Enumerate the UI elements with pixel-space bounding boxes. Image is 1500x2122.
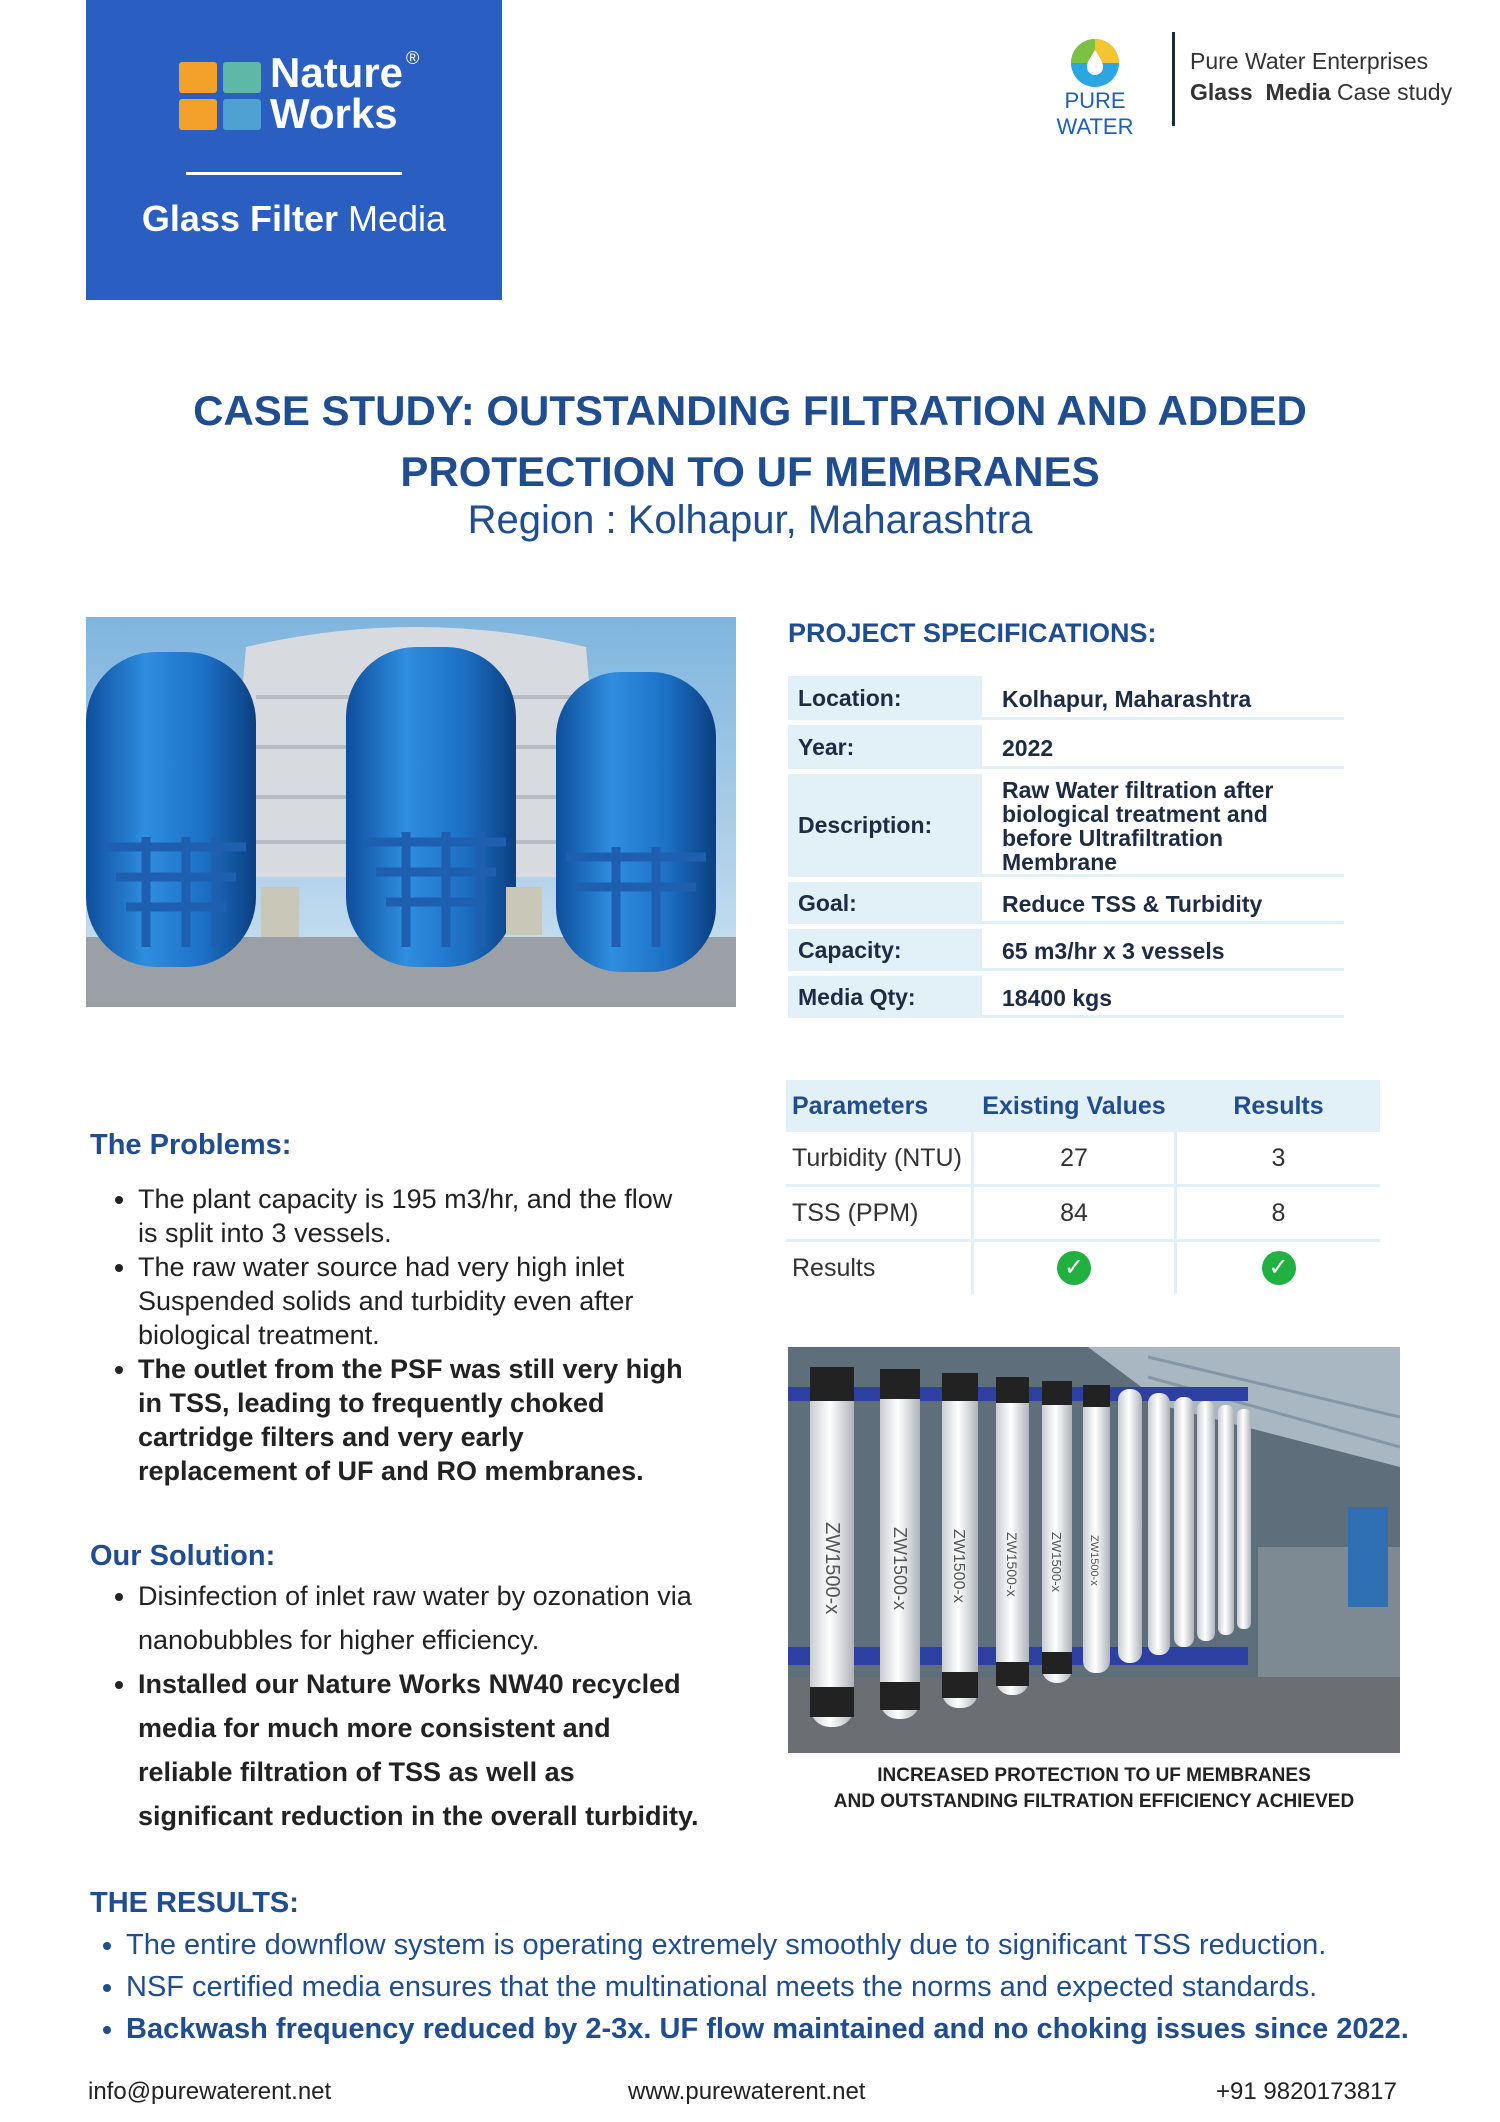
spec-value: 65 m3/hr x 3 vessels bbox=[982, 929, 1344, 971]
table-row bbox=[786, 1132, 1380, 1186]
results-list bbox=[90, 1924, 1470, 2050]
region-subtitle: Region : Kolhapur, Maharashtra bbox=[467, 498, 1033, 542]
membrane-label: ZW1500-x bbox=[1004, 1532, 1020, 1597]
nature-works-logo-icon bbox=[179, 62, 263, 134]
problems-heading: The Problems: bbox=[90, 1129, 292, 1161]
brand-subtitle: Glass Filter Media bbox=[141, 198, 447, 239]
result-value-cell: 8 bbox=[1176, 1186, 1381, 1241]
list-item: • The raw water source had very high inlet Suspended solids and turbidity even after biological treatment. bbox=[138, 1250, 690, 1352]
solution-heading: Our Solution: bbox=[90, 1540, 276, 1572]
footer-email[interactable]: info@purewaterent.net bbox=[88, 2078, 332, 2105]
spec-row bbox=[788, 725, 1344, 769]
footer-website[interactable]: www.purewaterent.net bbox=[628, 2078, 866, 2105]
spec-value: Raw Water filtration after biological treatment and before Ultrafiltration Membrane bbox=[982, 774, 1344, 877]
spec-row bbox=[788, 882, 1344, 924]
parameter-cell: Results bbox=[792, 1253, 876, 1282]
result-check-cell bbox=[1176, 1241, 1381, 1295]
spec-value: 18400 kgs bbox=[982, 976, 1344, 1018]
specs-heading: PROJECT SPECIFICATIONS: bbox=[788, 618, 1157, 648]
column-header: Results bbox=[1176, 1080, 1381, 1132]
existing-value-cell: 27 bbox=[973, 1132, 1176, 1186]
list-item: • The entire downflow system is operating extremely smoothly due to significant TSS reduction. bbox=[126, 1924, 1470, 1966]
membrane-label: ZW1500-x bbox=[1049, 1532, 1064, 1592]
spec-row bbox=[788, 929, 1344, 971]
problems-section bbox=[90, 1128, 690, 1488]
brand-divider bbox=[186, 172, 402, 175]
spec-label: Description: bbox=[788, 774, 982, 877]
list-item: • NSF certified media ensures that the multinational meets the norms and expected standards. bbox=[126, 1966, 1470, 2008]
registered-mark: ® bbox=[406, 48, 420, 68]
uf-membranes-photo bbox=[788, 1347, 1400, 1753]
membrane-label: ZW1500-x bbox=[1088, 1535, 1100, 1586]
column-header: Existing Values bbox=[973, 1080, 1176, 1132]
list-item: • The outlet from the PSF was still very high in TSS, leading to frequently choked cartridge filters and very early replacement of UF and RO membranes. bbox=[138, 1352, 690, 1488]
spec-label: Year: bbox=[788, 725, 982, 769]
brand-name: Nature Works bbox=[270, 49, 404, 137]
list-item: • Backwash frequency reduced by 2-3x. UF flow maintained and no choking issues since 2022. bbox=[126, 2008, 1470, 2050]
parameter-cell: Turbidity (NTU) bbox=[786, 1132, 973, 1186]
header-divider bbox=[1172, 32, 1175, 126]
spec-label: Media Qty: bbox=[788, 976, 982, 1018]
page-title: CASE STUDY: OUTSTANDING FILTRATION AND ADDED PROTECTION TO UF MEMBRANES bbox=[193, 387, 1307, 495]
table-row bbox=[786, 1241, 1380, 1295]
pure-water-logo-icon bbox=[1068, 36, 1122, 90]
existing-value-cell: 84 bbox=[973, 1186, 1176, 1241]
membrane-label: ZW1500-x bbox=[821, 1522, 843, 1615]
solution-section bbox=[90, 1538, 710, 1838]
problems-list bbox=[90, 1182, 690, 1488]
existing-check-cell bbox=[973, 1241, 1176, 1295]
spec-row bbox=[788, 774, 1344, 877]
solution-list bbox=[90, 1574, 710, 1838]
spec-label: Location: bbox=[788, 676, 982, 720]
results-heading: THE RESULTS: bbox=[90, 1887, 299, 1919]
membrane-label: ZW1500-x bbox=[890, 1527, 910, 1611]
spec-row bbox=[788, 676, 1344, 720]
footer-phone[interactable]: +91 9820173817 bbox=[1216, 2078, 1397, 2105]
check-icon: ✓ bbox=[1262, 1251, 1296, 1285]
list-item: • The plant capacity is 195 m3/hr, and the flow is split into 3 vessels. bbox=[138, 1182, 690, 1250]
table-header-row bbox=[786, 1080, 1380, 1132]
table-row bbox=[786, 1186, 1380, 1241]
membrane-label: ZW1500-x bbox=[950, 1529, 967, 1603]
list-item: • Installed our Nature Works NW40 recycled media for much more consistent and reliable filtration of TSS as well as significant reduction in the overall turbidity. bbox=[138, 1662, 710, 1838]
check-icon: ✓ bbox=[1057, 1251, 1091, 1285]
spec-row bbox=[788, 976, 1344, 1018]
filter-vessels-photo bbox=[86, 617, 736, 1007]
pure-water-logo-text: PURE WATER bbox=[1056, 88, 1134, 139]
spec-value: Reduce TSS & Turbidity bbox=[982, 882, 1344, 924]
list-item: • Disinfection of inlet raw water by ozonation via nanobubbles for higher efficiency. bbox=[138, 1574, 710, 1662]
results-table bbox=[786, 1080, 1380, 1294]
spec-value: 2022 bbox=[982, 725, 1344, 769]
specs-table bbox=[788, 671, 1344, 1023]
column-header: Parameters bbox=[786, 1080, 973, 1132]
nature-works-logo-block bbox=[86, 0, 502, 300]
spec-label: Capacity: bbox=[788, 929, 982, 971]
photo-caption: INCREASED PROTECTION TO UF MEMBRANES AND OUTSTANDING FILTRATION EFFICIENCY ACHIEVED bbox=[833, 1765, 1355, 1812]
spec-value: Kolhapur, Maharashtra bbox=[982, 676, 1344, 720]
company-name: Pure Water Enterprises Glass Media Case study bbox=[1190, 48, 1453, 105]
results-section bbox=[90, 1882, 1470, 2050]
parameter-cell: TSS (PPM) bbox=[786, 1186, 973, 1241]
spec-label: Goal: bbox=[788, 882, 982, 924]
result-value-cell: 3 bbox=[1176, 1132, 1381, 1186]
